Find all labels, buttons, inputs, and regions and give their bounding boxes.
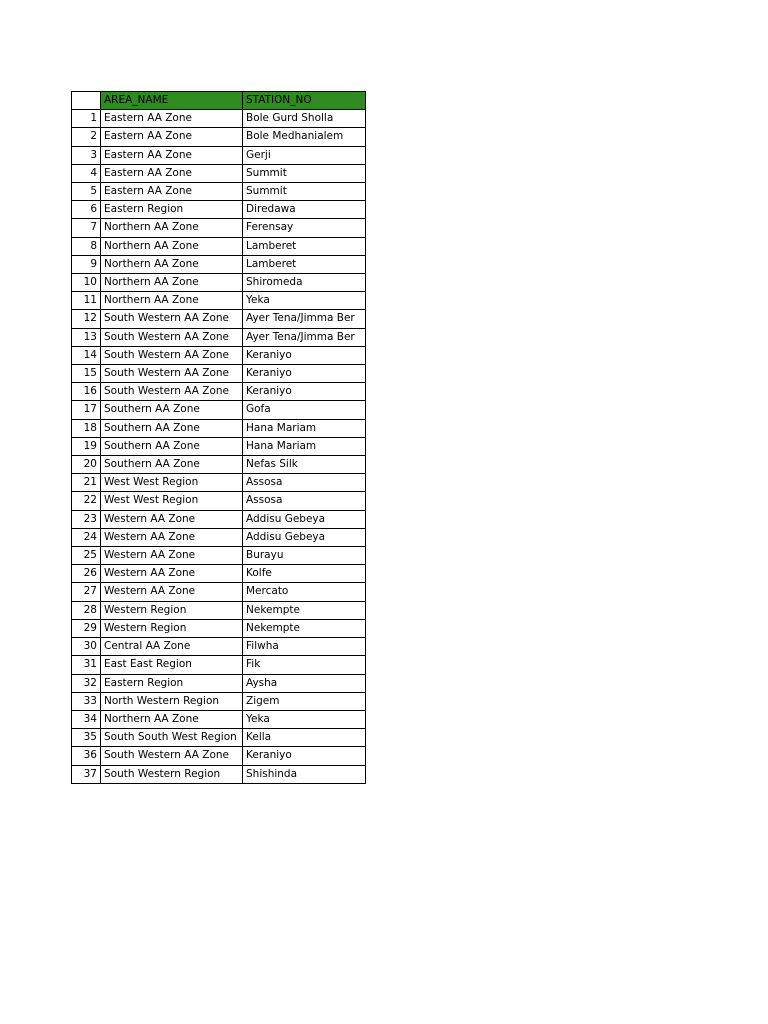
area-name-cell[interactable]: Eastern AA Zone bbox=[101, 128, 243, 146]
area-name-cell[interactable]: Western Region bbox=[101, 601, 243, 619]
table-row bbox=[72, 365, 366, 383]
station-no-cell[interactable]: Diredawa bbox=[243, 201, 366, 219]
area-name-header[interactable]: AREA_NAME bbox=[101, 92, 243, 110]
area-name-cell[interactable]: Southern AA Zone bbox=[101, 437, 243, 455]
table-row bbox=[72, 383, 366, 401]
station-no-cell[interactable]: Shishinda bbox=[243, 765, 366, 783]
area-name-cell[interactable]: South Western AA Zone bbox=[101, 328, 243, 346]
area-name-cell[interactable]: Northern AA Zone bbox=[101, 710, 243, 728]
station-no-cell[interactable]: Keraniyo bbox=[243, 747, 366, 765]
station-no-cell[interactable]: Filwha bbox=[243, 638, 366, 656]
table-row bbox=[72, 128, 366, 146]
row-number-cell[interactable]: 27 bbox=[72, 583, 101, 601]
table-row bbox=[72, 456, 366, 474]
row-number-cell[interactable]: 7 bbox=[72, 219, 101, 237]
table-row bbox=[72, 638, 366, 656]
table-row bbox=[72, 674, 366, 692]
area-name-cell[interactable]: Western Region bbox=[101, 619, 243, 637]
area-name-cell[interactable]: Northern AA Zone bbox=[101, 255, 243, 273]
table-row bbox=[72, 710, 366, 728]
area-name-cell[interactable]: Northern AA Zone bbox=[101, 219, 243, 237]
station-no-cell[interactable]: Burayu bbox=[243, 547, 366, 565]
station-no-cell[interactable]: Yeka bbox=[243, 710, 366, 728]
row-number-cell[interactable]: 21 bbox=[72, 474, 101, 492]
row-number-cell[interactable]: 25 bbox=[72, 547, 101, 565]
station-no-cell[interactable]: Keraniyo bbox=[243, 365, 366, 383]
row-number-cell[interactable]: 13 bbox=[72, 328, 101, 346]
table-row bbox=[72, 110, 366, 128]
row-number-cell[interactable]: 8 bbox=[72, 237, 101, 255]
station-no-cell[interactable]: Lamberet bbox=[243, 237, 366, 255]
station-no-cell[interactable]: Summit bbox=[243, 183, 366, 201]
row-number-cell[interactable]: 12 bbox=[72, 310, 101, 328]
row-number-cell[interactable]: 5 bbox=[72, 183, 101, 201]
area-name-cell[interactable]: Eastern AA Zone bbox=[101, 164, 243, 182]
table-row bbox=[72, 292, 366, 310]
table-body bbox=[72, 110, 366, 784]
row-number-cell[interactable]: 28 bbox=[72, 601, 101, 619]
row-number-cell[interactable]: 15 bbox=[72, 365, 101, 383]
station-no-cell[interactable]: Bole Gurd Sholla bbox=[243, 110, 366, 128]
station-no-cell[interactable]: Addisu Gebeya bbox=[243, 510, 366, 528]
spreadsheet bbox=[71, 91, 366, 784]
table-row bbox=[72, 201, 366, 219]
station-no-cell[interactable]: Kolfe bbox=[243, 565, 366, 583]
area-name-cell[interactable]: Western AA Zone bbox=[101, 547, 243, 565]
row-number-cell[interactable]: 9 bbox=[72, 255, 101, 273]
area-name-cell[interactable]: Eastern AA Zone bbox=[101, 183, 243, 201]
table-row bbox=[72, 274, 366, 292]
station-no-cell[interactable]: Nefas Silk bbox=[243, 456, 366, 474]
row-number-cell[interactable]: 6 bbox=[72, 201, 101, 219]
header-row bbox=[72, 92, 366, 110]
row-number-cell[interactable]: 23 bbox=[72, 510, 101, 528]
row-number-cell[interactable]: 33 bbox=[72, 692, 101, 710]
station-no-cell[interactable]: Ayer Tena/Jimma Ber bbox=[243, 310, 366, 328]
row-number-cell[interactable]: 1 bbox=[72, 110, 101, 128]
row-number-cell[interactable]: 35 bbox=[72, 729, 101, 747]
area-name-cell[interactable]: Eastern AA Zone bbox=[101, 110, 243, 128]
station-no-cell[interactable]: Zigem bbox=[243, 692, 366, 710]
table-row bbox=[72, 765, 366, 783]
table-row bbox=[72, 146, 366, 164]
table-row bbox=[72, 237, 366, 255]
table-row bbox=[72, 419, 366, 437]
row-number-cell[interactable]: 34 bbox=[72, 710, 101, 728]
area-name-cell[interactable]: South Western AA Zone bbox=[101, 346, 243, 364]
station-no-cell[interactable]: Lamberet bbox=[243, 255, 366, 273]
area-name-cell[interactable]: South Western AA Zone bbox=[101, 310, 243, 328]
table-row bbox=[72, 474, 366, 492]
table-row bbox=[72, 328, 366, 346]
station-no-cell[interactable]: Hana Mariam bbox=[243, 437, 366, 455]
station-no-cell[interactable]: Nekempte bbox=[243, 619, 366, 637]
row-number-cell[interactable]: 20 bbox=[72, 456, 101, 474]
area-name-cell[interactable]: West West Region bbox=[101, 492, 243, 510]
table-row bbox=[72, 601, 366, 619]
table-row bbox=[72, 619, 366, 637]
station-no-cell[interactable]: Fik bbox=[243, 656, 366, 674]
station-no-cell[interactable]: Nekempte bbox=[243, 601, 366, 619]
area-name-cell[interactable]: Eastern AA Zone bbox=[101, 146, 243, 164]
area-name-cell[interactable]: Western AA Zone bbox=[101, 565, 243, 583]
table-row bbox=[72, 692, 366, 710]
station-table bbox=[71, 91, 366, 784]
table-row bbox=[72, 401, 366, 419]
station-no-cell[interactable]: Addisu Gebeya bbox=[243, 528, 366, 546]
area-name-cell[interactable]: Northern AA Zone bbox=[101, 292, 243, 310]
row-number-cell[interactable]: 29 bbox=[72, 619, 101, 637]
station-no-cell[interactable]: Ayer Tena/Jimma Ber bbox=[243, 328, 366, 346]
row-number-cell[interactable]: 31 bbox=[72, 656, 101, 674]
table-row bbox=[72, 583, 366, 601]
station-no-cell[interactable]: Gerji bbox=[243, 146, 366, 164]
table-row bbox=[72, 183, 366, 201]
area-name-cell[interactable]: Eastern Region bbox=[101, 201, 243, 219]
area-name-cell[interactable]: Western AA Zone bbox=[101, 510, 243, 528]
row-number-cell[interactable]: 32 bbox=[72, 674, 101, 692]
table-row bbox=[72, 310, 366, 328]
row-number-cell[interactable]: 30 bbox=[72, 638, 101, 656]
station-no-cell[interactable]: Bole Medhanialem bbox=[243, 128, 366, 146]
row-number-cell[interactable]: 22 bbox=[72, 492, 101, 510]
row-number-cell[interactable]: 11 bbox=[72, 292, 101, 310]
station-no-cell[interactable]: Assosa bbox=[243, 474, 366, 492]
station-no-cell[interactable]: Summit bbox=[243, 164, 366, 182]
area-name-cell[interactable]: South South West Region bbox=[101, 729, 243, 747]
table-row bbox=[72, 528, 366, 546]
station-no-cell[interactable]: Aysha bbox=[243, 674, 366, 692]
table-row bbox=[72, 729, 366, 747]
area-name-cell[interactable]: North Western Region bbox=[101, 692, 243, 710]
row-number-cell[interactable]: 37 bbox=[72, 765, 101, 783]
row-number-cell[interactable]: 19 bbox=[72, 437, 101, 455]
row-number-cell[interactable]: 2 bbox=[72, 128, 101, 146]
area-name-cell[interactable]: Southern AA Zone bbox=[101, 456, 243, 474]
station-no-cell[interactable]: Keraniyo bbox=[243, 383, 366, 401]
row-number-cell[interactable]: 3 bbox=[72, 146, 101, 164]
row-number-cell[interactable]: 14 bbox=[72, 346, 101, 364]
row-number-cell[interactable]: 26 bbox=[72, 565, 101, 583]
station-no-cell[interactable]: Kella bbox=[243, 729, 366, 747]
table-row bbox=[72, 219, 366, 237]
area-name-cell[interactable]: Eastern Region bbox=[101, 674, 243, 692]
station-no-cell[interactable]: Shiromeda bbox=[243, 274, 366, 292]
row-number-cell[interactable]: 24 bbox=[72, 528, 101, 546]
station-no-cell[interactable]: Keraniyo bbox=[243, 346, 366, 364]
row-number-cell[interactable]: 36 bbox=[72, 747, 101, 765]
row-number-cell[interactable]: 17 bbox=[72, 401, 101, 419]
area-name-cell[interactable]: Southern AA Zone bbox=[101, 419, 243, 437]
area-name-cell[interactable]: Western AA Zone bbox=[101, 583, 243, 601]
station-no-cell[interactable]: Ferensay bbox=[243, 219, 366, 237]
row-number-cell[interactable]: 18 bbox=[72, 419, 101, 437]
station-no-cell[interactable]: Yeka bbox=[243, 292, 366, 310]
area-name-cell[interactable]: South Western AA Zone bbox=[101, 365, 243, 383]
row-number-cell[interactable]: 16 bbox=[72, 383, 101, 401]
area-name-cell[interactable]: Northern AA Zone bbox=[101, 237, 243, 255]
area-name-cell[interactable]: Central AA Zone bbox=[101, 638, 243, 656]
table-row bbox=[72, 510, 366, 528]
table-row bbox=[72, 747, 366, 765]
area-name-cell[interactable]: Western AA Zone bbox=[101, 528, 243, 546]
table-row bbox=[72, 492, 366, 510]
table-row bbox=[72, 547, 366, 565]
area-name-cell[interactable]: Southern AA Zone bbox=[101, 401, 243, 419]
row-number-header[interactable] bbox=[72, 92, 101, 110]
table-row bbox=[72, 255, 366, 273]
table-row bbox=[72, 437, 366, 455]
table-row bbox=[72, 346, 366, 364]
station-no-cell[interactable]: Assosa bbox=[243, 492, 366, 510]
area-name-cell[interactable]: East East Region bbox=[101, 656, 243, 674]
station-no-cell[interactable]: Hana Mariam bbox=[243, 419, 366, 437]
station-no-cell[interactable]: Gofa bbox=[243, 401, 366, 419]
area-name-cell[interactable]: South Western AA Zone bbox=[101, 747, 243, 765]
table-row bbox=[72, 656, 366, 674]
area-name-cell[interactable]: Northern AA Zone bbox=[101, 274, 243, 292]
area-name-cell[interactable]: West West Region bbox=[101, 474, 243, 492]
area-name-cell[interactable]: South Western Region bbox=[101, 765, 243, 783]
row-number-cell[interactable]: 4 bbox=[72, 164, 101, 182]
row-number-cell[interactable]: 10 bbox=[72, 274, 101, 292]
area-name-cell[interactable]: South Western AA Zone bbox=[101, 383, 243, 401]
station-no-header[interactable]: STATION_NO bbox=[243, 92, 366, 110]
station-no-cell[interactable]: Mercato bbox=[243, 583, 366, 601]
table-row bbox=[72, 565, 366, 583]
table-row bbox=[72, 164, 366, 182]
